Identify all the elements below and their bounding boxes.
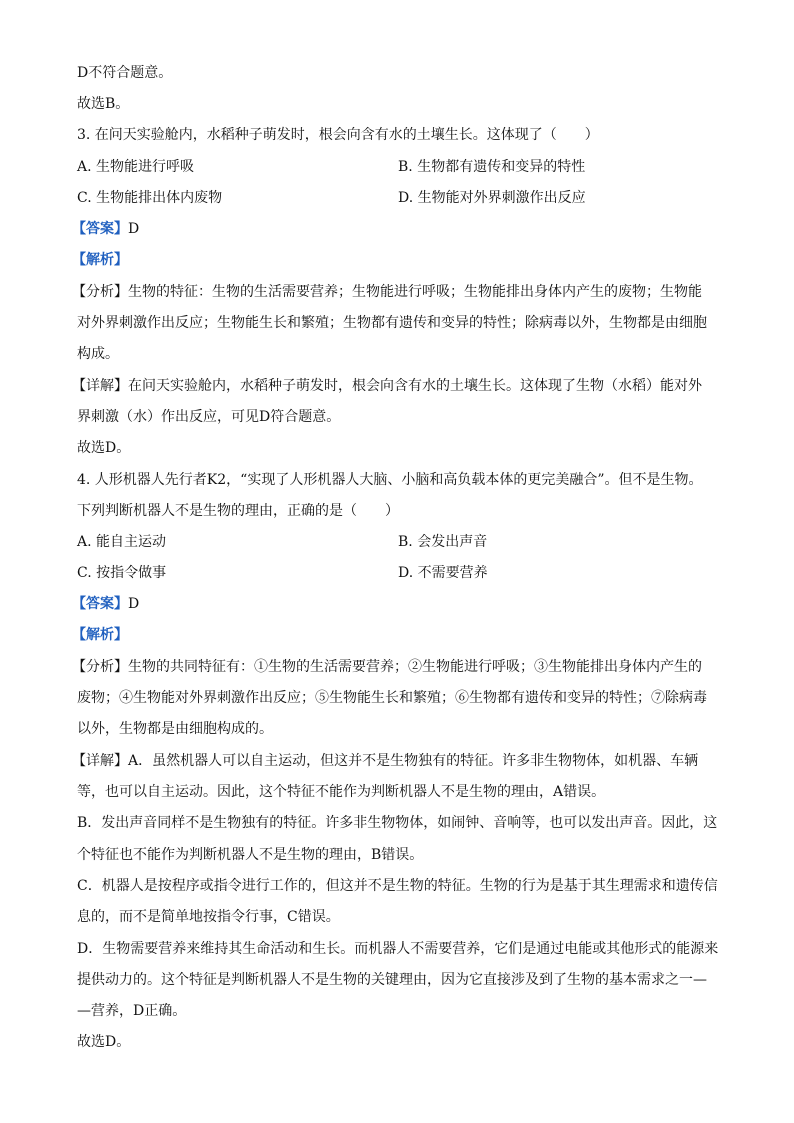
q4-option-c: C. 按指令做事 (77, 565, 167, 581)
fenxi-text: 生物的共同特征有：①生物的生活需要营养；②生物能进行呼吸；③生物能排出身体内产生的 (128, 659, 702, 675)
q4-xiangjie-a-line-2: 等，也可以自主运动。因此，这个特征不能作为判断机器人不是生物的理由，A错误。 (77, 784, 606, 800)
q4-option-a: A. 能自主运动 (77, 534, 167, 550)
q4-stem-line-2: 下列判断机器人不是生物的理由，正确的是（ ） (77, 503, 399, 519)
q4-answer (72, 594, 712, 614)
q3-analysis-heading (72, 250, 712, 270)
q4-fenxi-line-3: 以外，生物都是由细胞构成的。 (77, 721, 273, 737)
q3-fenxi-line-3: 构成。 (77, 346, 119, 362)
q3-fenxi-line-1 (72, 282, 712, 302)
q4-option-d: D. 不需要营养 (398, 565, 488, 581)
answer-value: D (128, 221, 140, 237)
q3-option-a: A. 生物能进行呼吸 (77, 159, 195, 175)
answer-value: D (128, 596, 140, 612)
q4-xiangjie-d-line-3: —营养，D正确。 (77, 1003, 187, 1019)
fenxi-tag: 【分析】 (72, 659, 128, 675)
q3-option-d: D. 生物能对外界刺激作出反应 (398, 190, 586, 206)
q4-fenxi-line-2: 废物；④生物能对外界刺激作出反应；⑤生物能生长和繁殖；⑥生物都有遗传和变异的特性；⑦除病毒 (77, 690, 707, 706)
q2-conclusion: 故选B。 (77, 96, 130, 112)
q3-fenxi-line-2: 对外界刺激作出反应；生物能生长和繁殖；生物都有遗传和变异的特性；除病毒以外，生物都是由细胞 (77, 315, 707, 331)
analysis-tag: 【解析】 (72, 627, 128, 643)
analysis-tag: 【解析】 (72, 252, 128, 268)
q4-analysis-heading (72, 625, 712, 645)
fenxi-text: 生物的特征：生物的生活需要营养；生物能进行呼吸；生物能排出身体内产生的废物；生物能 (128, 284, 702, 300)
q3-xiangjie-line-1 (72, 376, 712, 396)
q4-xiangjie-a-line-1 (72, 751, 712, 771)
q3-stem: 3. 在问天实验舱内，水稻种子萌发时，根会向含有水的土壤生长。这体现了（ ） (77, 127, 599, 143)
answer-tag: 【答案】 (72, 221, 128, 237)
q4-xiangjie-b-line-1: B．发出声音同样不是生物独有的特征。许多非生物物体，如闹钟、音响等，也可以发出声音。因此，这 (77, 815, 718, 831)
xiangjie-tag: 【详解】 (72, 378, 128, 394)
q3-option-c: C. 生物能排出体内废物 (77, 190, 223, 206)
q4-stem-line-1: 4. 人形机器人先行者K2，“实现了人形机器人大脑、小脑和高负载本体的更完美融合”。但不是生物。 (77, 472, 703, 488)
q4-xiangjie-d-line-1: D．生物需要营养来维持其生命活动和生长。而机器人不需要营养，它们是通过电能或其他形式的能源来 (77, 941, 719, 957)
q4-xiangjie-c-line-2: 息的，而不是简单地按指令行事，C错误。 (77, 909, 340, 925)
xiangjie-text: A．虽然机器人可以自主运动，但这并不是生物独有的特征。许多非生物物体，如机器、车辆 (128, 753, 699, 769)
xiangjie-text: 在问天实验舱内，水稻种子萌发时，根会向含有水的土壤生长。这体现了生物（水稻）能对外 (128, 378, 702, 394)
q4-xiangjie-c-line-1: C．机器人是按程序或指令进行工作的，但这并不是生物的特征。生物的行为是基于其生理需求和遗传信 (77, 878, 718, 894)
q4-xiangjie-d-line-2: 提供动力的。这个特征是判断机器人不是生物的关键理由，因为它直接涉及到了生物的基本需求之一— (77, 972, 707, 988)
q4-conclusion: 故选D。 (77, 1034, 131, 1050)
answer-tag: 【答案】 (72, 596, 128, 612)
q3-conclusion: 故选D。 (77, 440, 131, 456)
q4-xiangjie-b-line-2: 个特征也不能作为判断机器人不是生物的理由，B错误。 (77, 847, 424, 863)
q3-option-b: B. 生物都有遗传和变异的特性 (398, 159, 586, 175)
q2-tail-text: D不符合题意。 (77, 65, 173, 81)
fenxi-tag: 【分析】 (72, 284, 128, 300)
q3-answer (72, 219, 712, 239)
xiangjie-tag: 【详解】 (72, 753, 128, 769)
q4-option-b: B. 会发出声音 (398, 534, 488, 550)
q3-xiangjie-line-2: 界刺激（水）作出反应，可见D符合题意。 (77, 409, 341, 425)
q4-fenxi-line-1 (72, 657, 712, 677)
